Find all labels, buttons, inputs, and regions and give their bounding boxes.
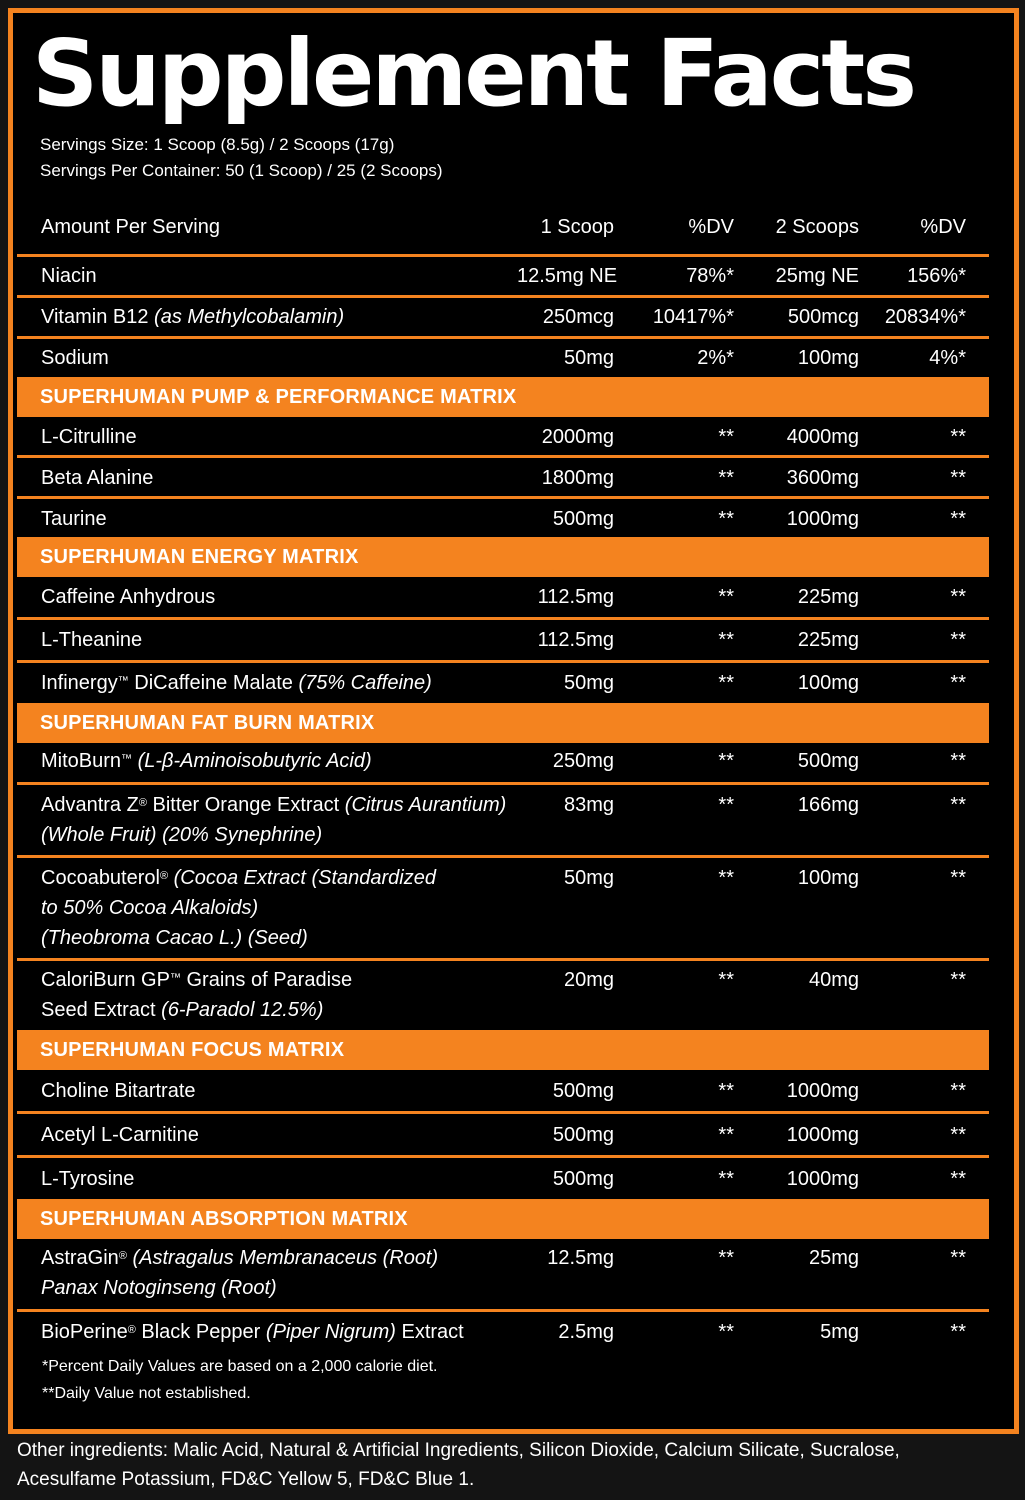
footnotes — [17, 1343, 989, 1417]
section-pump-performance: SUPERHUMAN PUMP & PERFORMANCE MATRIX — [17, 380, 989, 414]
row-dv-1: ** — [718, 508, 734, 530]
row-2-scoops: 5mg — [820, 1321, 859, 1343]
row-name: Acetyl L-Carnitine — [41, 1124, 199, 1146]
row-2-scoops: 225mg — [797, 629, 859, 651]
section-focus: SUPERHUMAN FOCUS MATRIX — [17, 1033, 989, 1067]
row-name: L-Citrulline — [41, 426, 137, 448]
row-2-scoops: 225mg — [797, 586, 859, 608]
row-dv-1: 78%* — [686, 265, 734, 287]
row-1-scoop: 500mg — [552, 1168, 614, 1190]
row-name-main: CaloriBurn GP — [41, 969, 170, 991]
row-1-scoop: 2000mg — [541, 426, 614, 448]
row-dv-2: ** — [950, 1080, 966, 1102]
row-name-main: BioPerine — [41, 1321, 128, 1343]
other-ingredients-line-2: Acesulfame Potassium, FD&C Yellow 5, FD&C Blue 1. — [17, 1469, 475, 1490]
row-dv-1: ** — [718, 1124, 734, 1146]
row-1-scoop: 500mg — [552, 508, 614, 530]
row-name: L-Theanine — [41, 629, 143, 651]
row-2-scoops: 25mg NE — [775, 265, 859, 287]
row-name-suffix: Extract — [395, 1321, 464, 1343]
row-name — [17, 790, 517, 851]
row-2-scoops: 100mg — [797, 672, 859, 694]
row-dv-2: ** — [950, 1247, 966, 1269]
other-ingredients — [17, 1436, 1017, 1494]
row-2-scoops: 500mcg — [787, 306, 859, 328]
row-name-line-1 — [41, 1243, 517, 1273]
row-1-scoop: 50mg — [563, 867, 614, 889]
row-name — [17, 1243, 517, 1305]
section-absorption: SUPERHUMAN ABSORPTION MATRIX — [17, 1202, 989, 1236]
row-dv-1: ** — [718, 750, 734, 772]
registered-mark: ® — [138, 797, 147, 809]
row-name-line-2: (Whole Fruit) (20% Synephrine) — [41, 824, 323, 846]
row-1-scoop: 1800mg — [541, 467, 614, 489]
row-name — [17, 302, 517, 332]
table-row-cocoabuterol — [17, 858, 989, 958]
row-name-line-2-main: Seed Extract — [41, 999, 162, 1021]
table-row-l-theanine — [17, 620, 989, 660]
row-name-line-1 — [41, 790, 517, 820]
table-row-sodium — [17, 339, 989, 377]
table-row-astragin — [17, 1239, 989, 1309]
row-name-line-1 — [41, 863, 517, 893]
row-name: L-Tyrosine — [41, 1168, 135, 1190]
table-row-caloriburn-gp — [17, 961, 989, 1030]
row-name-detail: (Astragalus Membranaceus (Root) — [126, 1247, 439, 1269]
row-dv-1: ** — [718, 426, 734, 448]
row-2-scoops: 500mg — [797, 750, 859, 772]
row-name-line-2: Panax Notoginseng (Root) — [41, 1277, 277, 1299]
row-2-scoops: 1000mg — [786, 1168, 859, 1190]
row-name-line-2 — [41, 995, 517, 1025]
row-1-scoop: 12.5mg — [547, 1247, 614, 1269]
table-row-infinergy — [17, 663, 989, 703]
row-name-main: Vitamin B12 — [41, 306, 155, 328]
row-name-secondary: Bitter Orange Extract — [146, 794, 345, 816]
row-1-scoop: 50mg — [563, 347, 614, 369]
row-1-scoop: 250mcg — [542, 306, 614, 328]
section-fat-burn: SUPERHUMAN FAT BURN MATRIX — [17, 706, 989, 740]
row-2-scoops: 100mg — [797, 347, 859, 369]
row-dv-2: ** — [950, 586, 966, 608]
row-dv-2: 4%* — [929, 347, 966, 369]
registered-mark: ® — [118, 1250, 127, 1262]
row-dv-1: ** — [718, 1168, 734, 1190]
row-dv-2: ** — [950, 867, 966, 889]
row-name: Taurine — [41, 508, 107, 530]
header-amount-per-serving: Amount Per Serving — [41, 216, 220, 238]
table-row-taurine — [17, 499, 989, 537]
row-name — [17, 965, 517, 1026]
section-energy: SUPERHUMAN ENERGY MATRIX — [17, 540, 989, 574]
table-header-row — [17, 202, 989, 254]
row-dv-1: ** — [718, 1080, 734, 1102]
serving-size: Servings Size: 1 Scoop (8.5g) / 2 Scoops (17g) — [40, 135, 395, 154]
row-name-detail: (L-β-Aminoisobutyric Acid) — [132, 750, 372, 772]
row-dv-1: ** — [718, 867, 734, 889]
row-dv-2: ** — [950, 750, 966, 772]
header-dv-1: %DV — [688, 216, 734, 238]
row-1-scoop: 2.5mg — [558, 1321, 614, 1343]
row-name — [17, 863, 517, 954]
trademark-mark: ™ — [169, 972, 181, 984]
trademark-mark: ™ — [117, 675, 129, 687]
row-2-scoops: 3600mg — [786, 467, 859, 489]
page-title: Supplement Facts — [32, 20, 914, 127]
row-dv-1: ** — [718, 794, 734, 816]
row-dv-2: ** — [950, 672, 966, 694]
row-name-main: Advantra Z — [41, 794, 139, 816]
table-row-caffeine-anhydrous — [17, 577, 989, 617]
row-dv-1: ** — [718, 1247, 734, 1269]
row-dv-2: ** — [950, 1321, 966, 1343]
row-1-scoop: 83mg — [563, 794, 614, 816]
table-row-mitoburn — [17, 743, 989, 782]
row-name-detail: (Citrus Aurantium) — [344, 794, 507, 816]
row-2-scoops: 1000mg — [786, 1124, 859, 1146]
row-2-scoops: 4000mg — [786, 426, 859, 448]
table-row-l-citrulline — [17, 417, 989, 455]
row-2-scoops: 1000mg — [786, 1080, 859, 1102]
servings-per-container: Servings Per Container: 50 (1 Scoop) / 25 (2 Scoops) — [40, 161, 443, 180]
header-dv-2: %DV — [920, 216, 966, 238]
row-name-line-1 — [41, 965, 517, 995]
row-2-scoops: 25mg — [808, 1247, 859, 1269]
row-name: Choline Bitartrate — [41, 1080, 196, 1102]
row-name-line-2-detail: (6-Paradol 12.5%) — [161, 999, 324, 1021]
row-dv-2: ** — [950, 629, 966, 651]
row-1-scoop: 112.5mg — [537, 629, 614, 651]
row-dv-2: 20834%* — [884, 306, 966, 328]
row-dv-2: ** — [950, 1124, 966, 1146]
row-dv-1: ** — [718, 629, 734, 651]
row-2-scoops: 1000mg — [786, 508, 859, 530]
row-1-scoop: 12.5mg NE — [517, 265, 618, 287]
row-dv-1: ** — [718, 672, 734, 694]
row-dv-2: ** — [950, 969, 966, 991]
row-dv-2: ** — [950, 426, 966, 448]
row-dv-1: 10417%* — [652, 306, 734, 328]
table-row-l-tyrosine — [17, 1158, 989, 1199]
row-dv-2: ** — [950, 467, 966, 489]
row-dv-2: ** — [950, 794, 966, 816]
other-ingredients-line-1: Other ingredients: Malic Acid, Natural & Artificial Ingredients, Silicon Dioxide, Calcium Silicate, Sucralose, — [17, 1440, 900, 1461]
row-name: Niacin — [41, 265, 97, 287]
row-1-scoop: 50mg — [563, 672, 614, 694]
row-1-scoop: 112.5mg — [537, 586, 614, 608]
row-dv-1: 2%* — [697, 347, 734, 369]
row-name-detail: (as Methylcobalamin) — [154, 306, 345, 328]
row-name-secondary: Black Pepper — [135, 1321, 266, 1343]
trademark-mark: ™ — [121, 753, 133, 765]
row-name: Caffeine Anhydrous — [41, 586, 216, 608]
table-row-niacin — [17, 257, 989, 295]
row-2-scoops: 100mg — [797, 867, 859, 889]
registered-mark: ® — [159, 870, 169, 882]
header-2-scoops: 2 Scoops — [775, 216, 859, 238]
header-1-scoop: 1 Scoop — [540, 216, 614, 238]
row-name-main: Cocoabuterol — [41, 867, 160, 889]
row-1-scoop: 20mg — [563, 969, 614, 991]
row-name-detail: (Piper Nigrum) — [265, 1321, 396, 1343]
row-name-line-3: (Theobroma Cacao L.) (Seed) — [41, 927, 308, 949]
row-dv-1: ** — [718, 969, 734, 991]
row-dv-1: ** — [718, 586, 734, 608]
row-dv-1: ** — [718, 467, 734, 489]
row-name: Beta Alanine — [41, 467, 154, 489]
row-2-scoops: 166mg — [797, 794, 859, 816]
footnote-not-established: **Daily Value not established. — [42, 1385, 251, 1402]
row-name-secondary: DiCaffeine Malate — [128, 672, 299, 694]
row-1-scoop: 250mg — [552, 750, 614, 772]
table-row-beta-alanine — [17, 458, 989, 496]
row-1-scoop: 500mg — [552, 1124, 614, 1146]
footnote-daily-value: *Percent Daily Values are based on a 2,000 calorie diet. — [42, 1358, 438, 1375]
row-name-line-2: to 50% Cocoa Alkaloids) — [41, 897, 259, 919]
row-name — [17, 746, 517, 778]
table-row-vitamin-b12 — [17, 298, 989, 336]
row-name-main: Infinergy — [41, 672, 118, 694]
table-row-advantra-z — [17, 785, 989, 855]
row-name-main: AstraGin — [41, 1247, 119, 1269]
row-dv-2: ** — [950, 1168, 966, 1190]
table-row-acetyl-l-carnitine — [17, 1114, 989, 1155]
row-dv-2: ** — [950, 508, 966, 530]
registered-mark: ® — [127, 1324, 136, 1336]
row-name-detail: (75% Caffeine) — [298, 672, 432, 694]
row-name-main: MitoBurn — [41, 750, 122, 772]
supplement-table — [17, 202, 989, 1354]
row-name-secondary: Grains of Paradise — [180, 969, 353, 991]
row-dv-1: ** — [718, 1321, 734, 1343]
row-dv-2: 156%* — [907, 265, 966, 287]
row-1-scoop: 500mg — [552, 1080, 614, 1102]
row-name-detail: (Cocoa Extract (Standardized — [168, 867, 436, 889]
row-name: Sodium — [41, 347, 109, 369]
row-2-scoops: 40mg — [808, 969, 859, 991]
table-row-choline-bitartrate — [17, 1070, 989, 1111]
row-name — [17, 668, 517, 699]
